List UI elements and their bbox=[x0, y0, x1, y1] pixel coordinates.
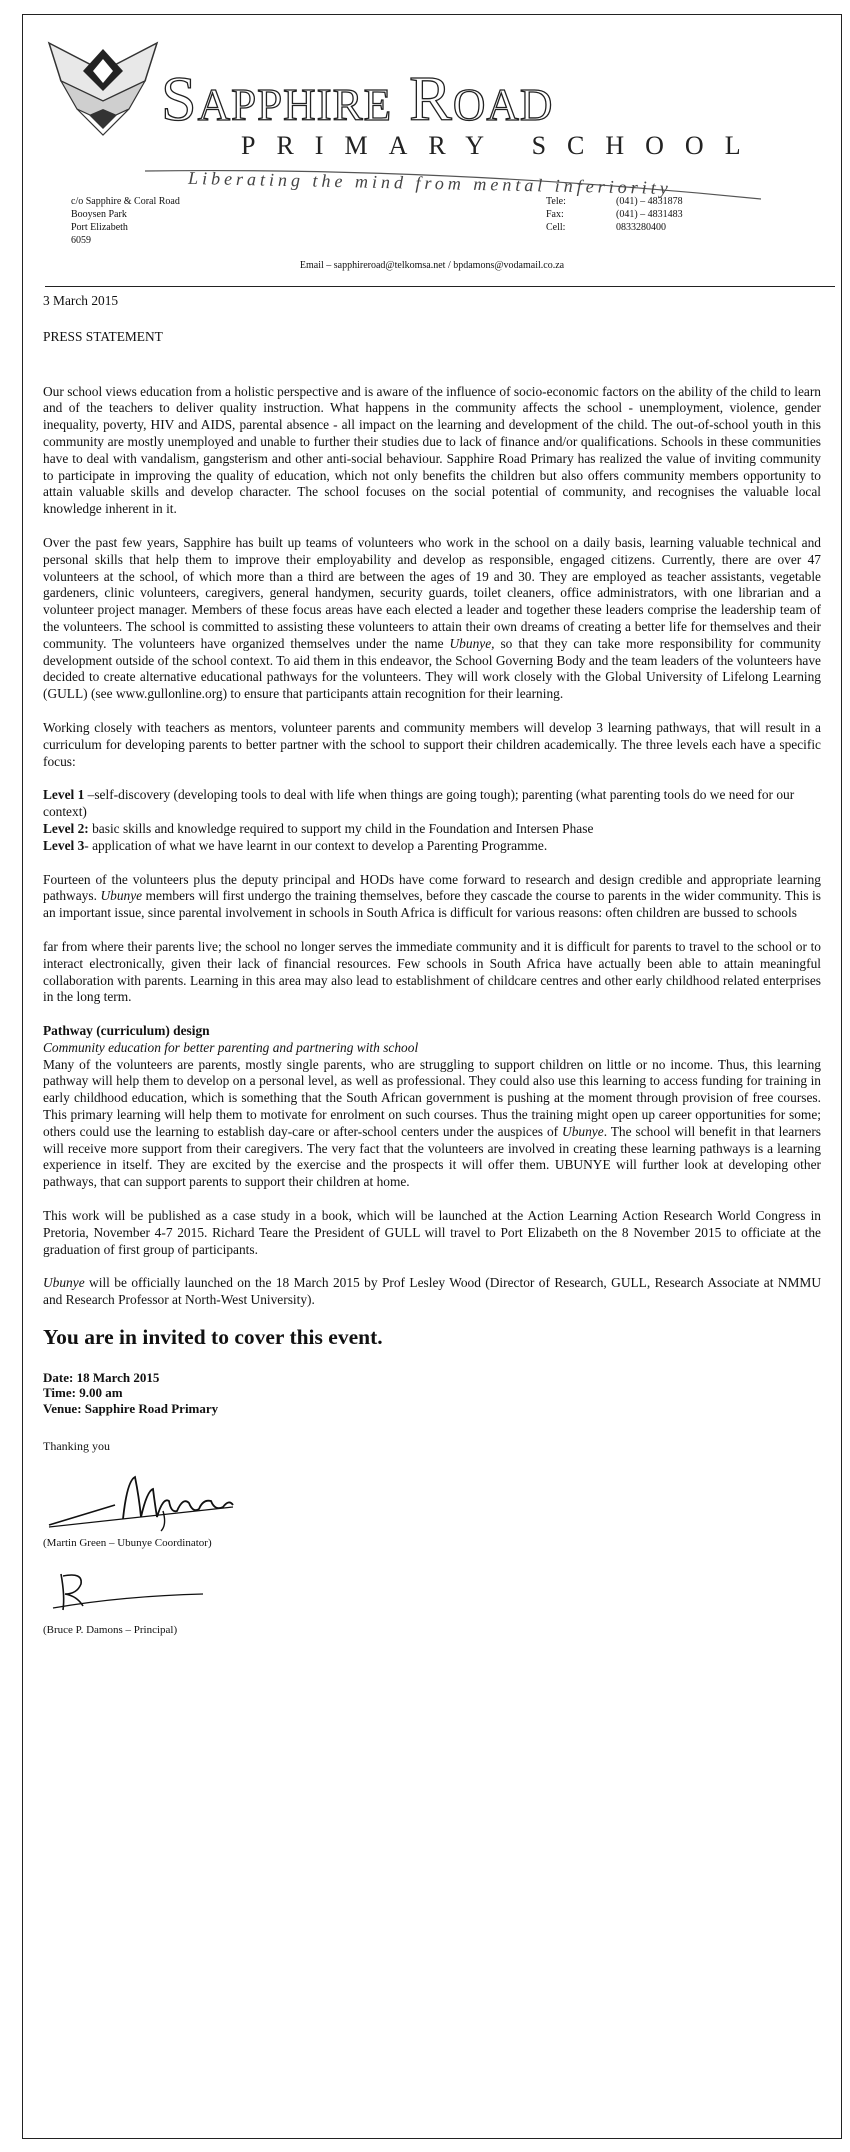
letter-page bbox=[22, 14, 842, 2139]
level-item bbox=[43, 787, 821, 821]
school-motto: Liberating the mind from mental inferiority bbox=[187, 167, 672, 199]
pathway-title bbox=[43, 1023, 821, 1040]
letter-body bbox=[43, 293, 821, 1639]
ubunye-name: Ubunye bbox=[562, 1123, 604, 1139]
paragraph-text: Fourteen of the volunteers plus the deputy principal and HODs have come forward to research and design credible and appropriate learning pathways. bbox=[43, 871, 821, 904]
paragraph: far from where their parents live; the school no longer serves the immediate community and it is difficult for parents to travel to the school or to interact electronically, given their lack of financial resources. Few schools in South Africa have actually been able to attain meaningful collaboration with parents. Learning in this area may also lead to establishment of childcare centres and other early childhood related enterprises in the long term. bbox=[43, 938, 821, 1005]
level-label: Level 1 bbox=[43, 787, 85, 803]
pathway-title-text: Pathway (curriculum) design bbox=[43, 1023, 210, 1039]
letter-heading: PRESS STATEMENT bbox=[43, 328, 163, 344]
level-item bbox=[43, 838, 821, 855]
contact-value: 0833280400 bbox=[616, 222, 666, 233]
ubunye-name: Ubunye, bbox=[449, 635, 495, 651]
level-item bbox=[43, 821, 821, 838]
event-date: Date: 18 March 2015 bbox=[43, 1369, 160, 1385]
school-contacts bbox=[546, 195, 683, 234]
signature-block-1 bbox=[43, 1467, 821, 1533]
address-line: Booysen Park bbox=[71, 209, 127, 220]
paragraph bbox=[43, 1275, 821, 1309]
contact-label: Cell: bbox=[546, 222, 566, 233]
event-details bbox=[43, 1370, 821, 1417]
ubunye-name: Ubunye bbox=[43, 1275, 85, 1291]
letterhead bbox=[23, 15, 841, 270]
pathway-subtitle-text: Community education for better parenting and partnering with school bbox=[43, 1039, 419, 1055]
level-text: - application of what we have learnt in our context to develop a Parenting Programme. bbox=[84, 837, 548, 853]
contact-value: (041) – 4831483 bbox=[616, 209, 683, 220]
paragraph-text: members will first undergo the training themselves, before they cascade the course to parents in the wider community. This is an important issue, since parental involvement in schools in South Africa is difficult for various reasons: often children are bussed to schools bbox=[43, 888, 821, 921]
ubunye-name: Ubunye bbox=[100, 888, 143, 904]
pathway-section bbox=[43, 1023, 821, 1191]
contact-label: Tele: bbox=[546, 196, 566, 207]
paragraph-text: Over the past few years, Sapphire has built up teams of volunteers who work in the school on a daily basis, learning valuable technical and personal skills that help them to improve their employability and develop as responsible, engaged citizens. Currently, there are over 47 volunteers at the school, of which more than a third are between the ages of 19 and 30. They are employed as teacher assistants, vegetable gardeners, clinic volunteers, caregivers, general handymen, security guards, toilet cleaners, office administrators, with one librarian and a volunteer project manager. Members of these focus areas have each elected a leader and together these leaders comprise the leadership team of the volunteers. The school is committed to assisting these volunteers to attain their own dreams of creating a better life for themselves and their community. The volunteers have organized themselves under the name bbox=[43, 534, 821, 651]
paragraph: This work will be published as a case study in a book, which will be launched at the Action Learning Action Research World Congress in Pretoria, November 4-7 2015. Richard Teare the President of GULL will travel to Port Elizabeth on the 8 November 2015 to officiate at the graduation of first group of participants. bbox=[43, 1208, 821, 1257]
paragraph bbox=[43, 872, 821, 922]
paragraph-text: Many of the volunteers are parents, mostly single parents, who are struggling to support children on little or no income. Thus, this learning pathway will help them to develop on a personal level, as well as professional. They could also use this learning to access funding for training in early childhood education, which is something that the South African government is pushing at the moment through provision of free courses. This primary learning will help them to motivate for enrolment on such courses. Thus the training might open up career opportunities for some; others could use the learning to establish day-care or after-school centers under the auspices of bbox=[43, 1056, 821, 1139]
signature-icon bbox=[43, 1467, 283, 1533]
levels-list bbox=[43, 787, 821, 854]
signer-name: (Bruce P. Damons – Principal) bbox=[43, 1623, 178, 1636]
pathway-subtitle bbox=[43, 1040, 821, 1057]
signature-block-2 bbox=[43, 1566, 821, 1620]
paragraph bbox=[43, 1057, 821, 1191]
signature-icon bbox=[43, 1566, 243, 1620]
address-line: Port Elizabeth bbox=[71, 222, 128, 233]
contact-value: (041) – 4831878 bbox=[616, 196, 683, 207]
letter-date: 3 March 2015 bbox=[43, 293, 119, 308]
school-subtitle: PRIMARY SCHOOL bbox=[241, 131, 762, 160]
signer-name: (Martin Green – Ubunye Coordinator) bbox=[43, 1537, 212, 1550]
school-email: Email – sapphireroad@telkomsa.net / bpdamons@vodamail.co.za bbox=[299, 260, 565, 271]
address-line: c/o Sapphire & Coral Road bbox=[71, 196, 180, 207]
event-venue: Venue: Sapphire Road Primary bbox=[43, 1400, 219, 1416]
contact-row bbox=[546, 221, 683, 234]
address-line: 6059 bbox=[71, 235, 91, 246]
closing: Thanking you bbox=[43, 1439, 110, 1454]
level-label: Level 2: bbox=[43, 820, 89, 836]
level-text: basic skills and knowledge required to support my child in the Foundation and Intersen Phase bbox=[88, 820, 594, 836]
level-label: Level 3 bbox=[43, 837, 85, 853]
paragraph-text: will be officially launched on the 18 March 2015 by Prof Lesley Wood (Director of Research, GULL, Research Associate at NMMU and Research Professor at North-West University). bbox=[43, 1275, 821, 1308]
letterhead-divider bbox=[45, 286, 835, 287]
contact-label: Fax: bbox=[546, 209, 564, 220]
school-name: Sapphire Road bbox=[161, 63, 554, 134]
paragraph-text: . The school will benefit in that learners will receive more support from their caregivers. The very fact that the volunteers are involved in creating these learning pathways is a learning experience in itself. They are excited by the exercise and the prospects it will offer them. UBUNYE will further look at developing other pathways, that can support parents to support their children at home. bbox=[43, 1123, 822, 1190]
event-time: Time: 9.00 am bbox=[43, 1385, 123, 1401]
paragraph: Our school views education from a holistic perspective and is aware of the influence of socio-economic factors on the ability of the child to learn and of the teachers to deliver quality instruction. What happens in the community affects the school - unemployment, violence, gender inequality, poverty, HIV and AIDS, parental absence - all impact on the learning and development of the child. The out-of-school youth in this community are mostly unemployed and unable to further their studies due to lack of finance and/or qualifications. Schools in these communities have to deal with vandalism, gangsterism and other anti-social behaviour. Sapphire Road Primary has realized the value of inviting community to participate in improving the quality of education, which not only benefits the children but also offers community members opportunity to attain valuable skills and develop character. The school focuses on the social potential of community, and recognises the valuable local knowledge inherent in it. bbox=[43, 383, 821, 517]
contact-row bbox=[546, 195, 683, 208]
paragraph-text: so that they can take more responsibility for community development outside of the school context. To aid them in this endeavor, the School Governing Body and the team leaders of the volunteers have decided to create alternative educational pathways for the volunteers. They will work closely with the Global University of Lifelong Learning (GULL) (see www.gullonline.org) to ensure that participants attain recognition for their learning. bbox=[43, 635, 821, 702]
school-address bbox=[71, 195, 180, 247]
paragraph: Working closely with teachers as mentors, volunteer parents and community members will develop 3 learning pathways, that will result in a curriculum for developing parents to better partner with the school to support their children academically. The three levels each have a specific focus: bbox=[43, 719, 821, 769]
school-crest-icon bbox=[41, 31, 166, 141]
invitation-heading: You are in invited to cover this event. bbox=[43, 1325, 383, 1350]
paragraph bbox=[43, 535, 821, 703]
level-text: –self-discovery (developing tools to deal with life when things are going tough); parenting (what parenting tools do we need for our context) bbox=[43, 787, 795, 820]
contact-row bbox=[546, 208, 683, 221]
